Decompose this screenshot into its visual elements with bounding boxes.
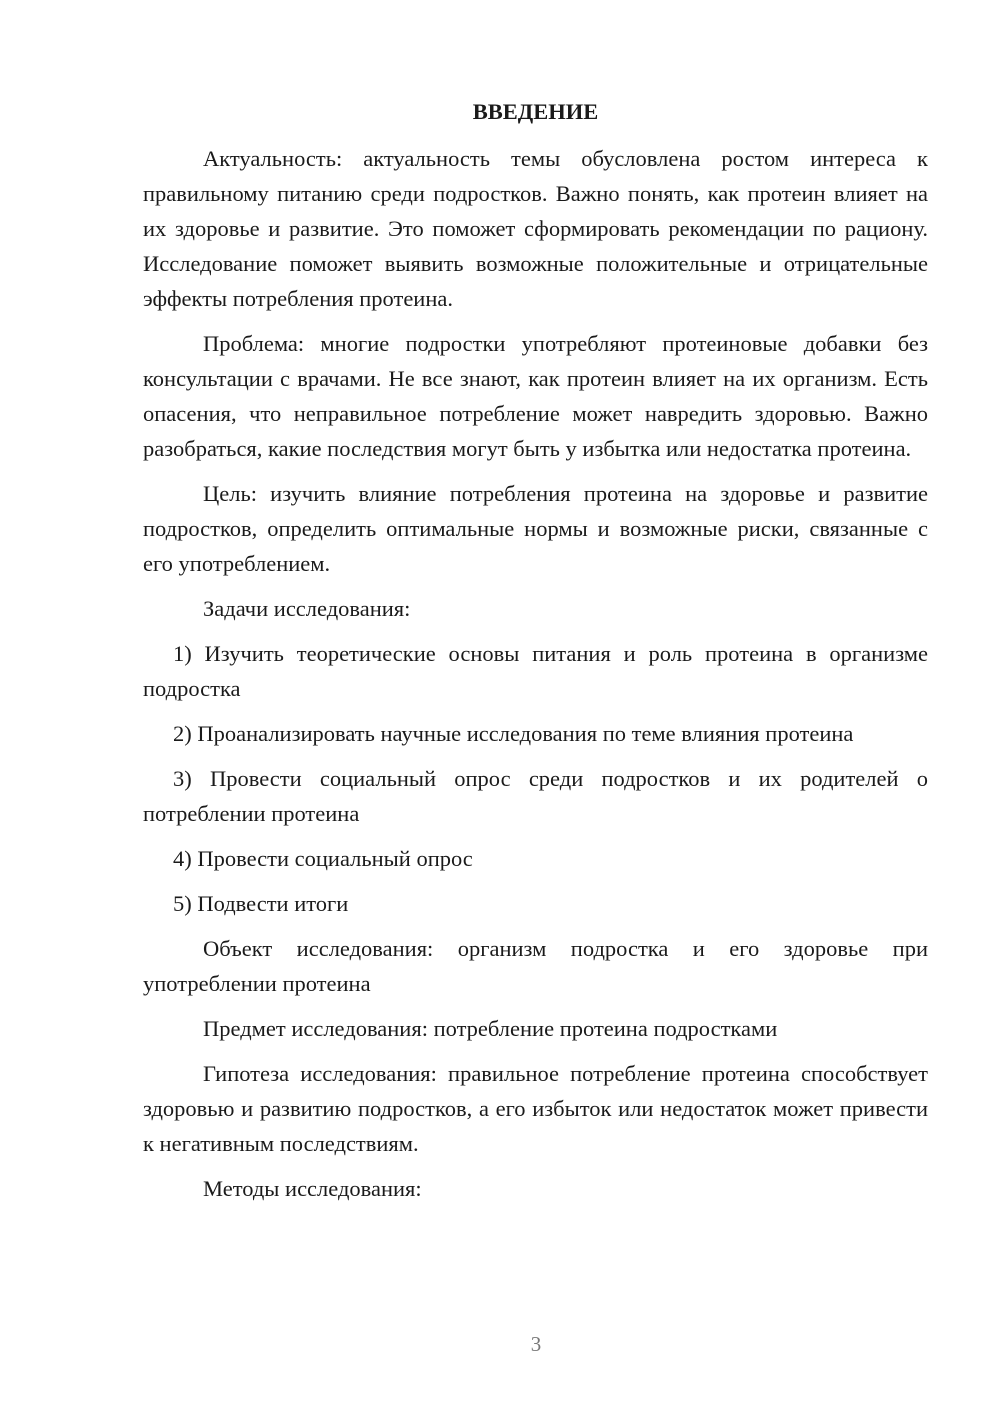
methods-heading: Методы исследования:	[203, 1176, 422, 1201]
section-title: ВВЕДЕНИЕ	[472, 99, 599, 124]
tasks-heading: Задачи исследования:	[203, 596, 411, 621]
task-item-2: 2) Проанализировать научные исследования по теме влияния протеина	[173, 721, 854, 746]
task-item-3: 3) Провести социальный опрос среди подростков и их родителей о потреблении протеина	[143, 766, 928, 826]
hypothesis-paragraph: Гипотеза исследования: правильное потребление протеина способствует здоровью и развитию подростков, а его избыток или недостаток может привести к негативным последствиям.	[143, 1061, 928, 1156]
goal-paragraph: Цель: изучить влияние потребления протеина на здоровье и развитие подростков, определить оптимальные нормы и возможные риски, связанные с его употреблением.	[143, 481, 928, 576]
task-item-1: 1) Изучить теоретические основы питания и роль протеина в организме подростка	[143, 641, 928, 701]
relevance-paragraph: Актуальность: актуальность темы обусловлена ростом интереса к правильному питанию среди подростков. Важно понять, как протеин влияет на их здоровье и развитие. Это поможет сформировать рекомендации по рациону. Исследование поможет выявить возможные положительные и отрицательные эффекты потребления протеина.	[143, 146, 928, 311]
task-item-4: 4) Провести социальный опрос	[173, 846, 473, 871]
task-item-5: 5) Подвести итоги	[173, 891, 349, 916]
object-paragraph: Объект исследования: организм подростка и его здоровье при употреблении протеина	[143, 936, 928, 996]
subject-paragraph: Предмет исследования: потребление протеина подростками	[203, 1016, 778, 1041]
problem-paragraph: Проблема: многие подростки употребляют протеиновые добавки без консультации с врачами. Не все знают, как протеин влияет на их организм. Есть опасения, что неправильное потребление может навредить здоровью. Важно разобраться, какие последствия могут быть у избытка или недостатка протеина.	[143, 331, 928, 461]
page-number: 3	[530, 1332, 542, 1356]
page-content	[143, 94, 928, 1216]
